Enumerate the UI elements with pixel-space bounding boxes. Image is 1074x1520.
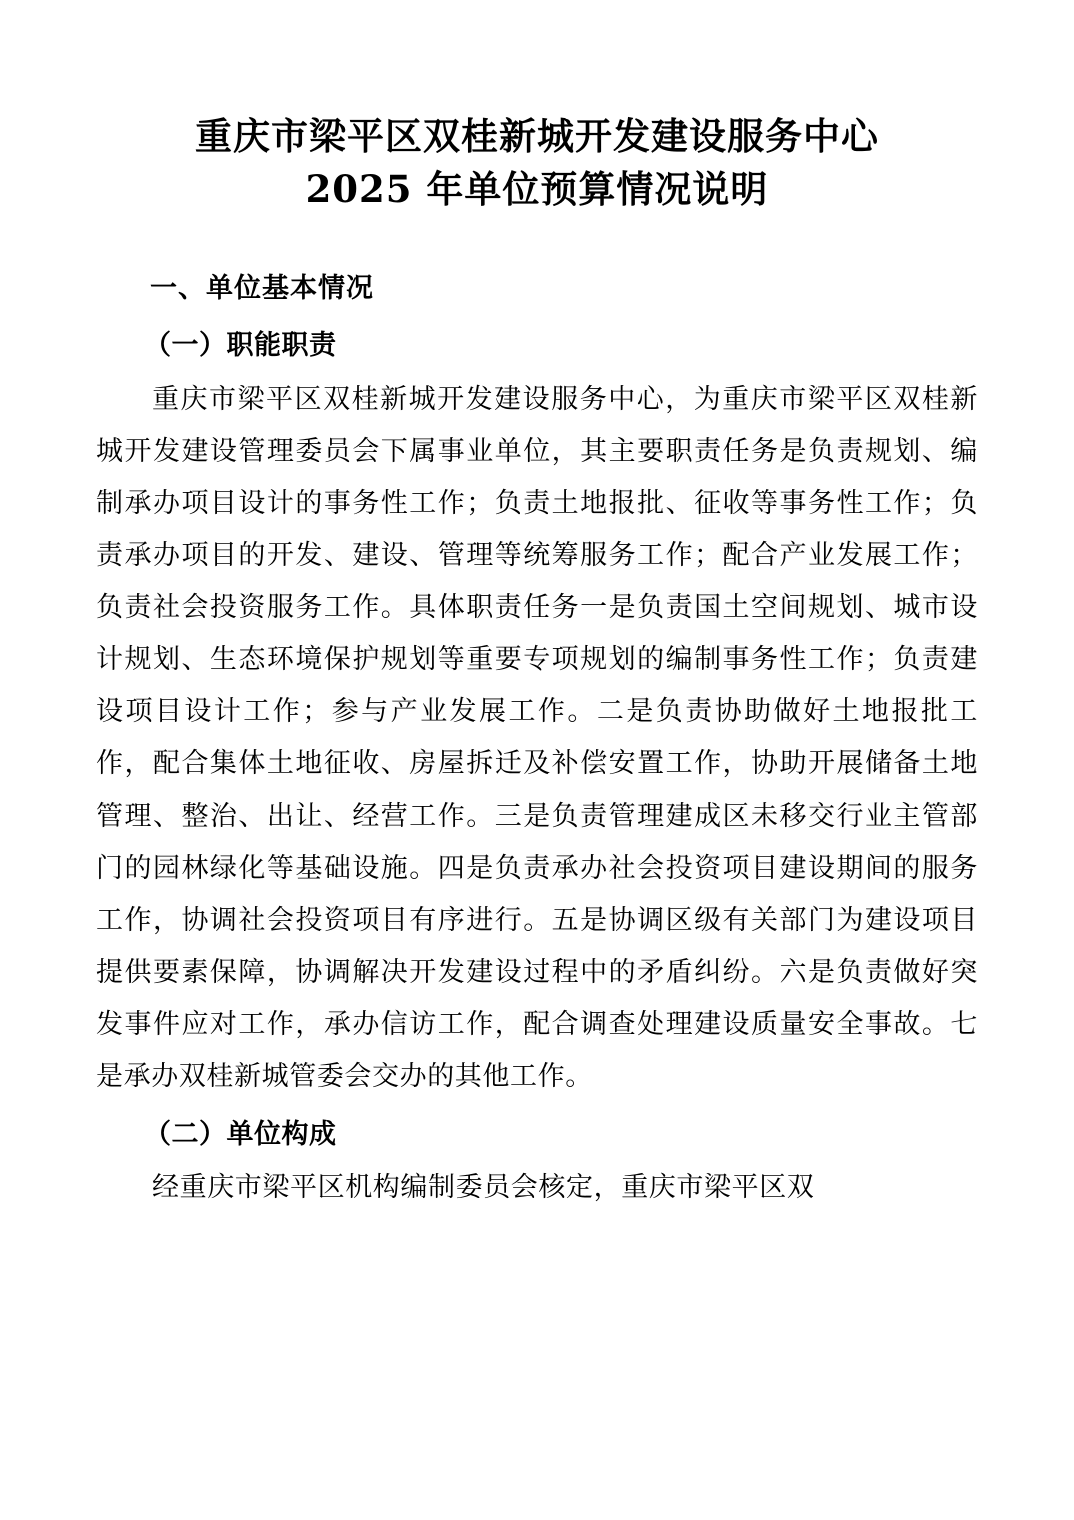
page-title-line-2: 2025 年单位预算情况说明 (305, 166, 769, 211)
page-title-line-1: 重庆市梁平区双桂新城开发建设服务中心 (195, 114, 879, 158)
paragraph-composition: 经重庆市梁平区机构编制委员会核定，重庆市梁平区双 (152, 1172, 815, 1204)
subheading-duties: （一）职能职责 (144, 330, 337, 362)
paragraph-duties: 重庆市梁平区双桂新城开发建设服务中心，为重庆市梁平区双桂新城开发建设管理委员会下属事业单位，其主要职责任务是负责规划、编制承办项目设计的事务性工作；负责土地报批、征收等事务性工作；负责承办项目的开发、建设、管理等统筹服务工作；配合产业发展工作；负责社会投资服务工作。具体职责任务一是负责国土空间规划、城市设计规划、生态环境保护规划等重要专项规划的编制事务性工作；负责建设项目设计工作；参与产业发展工作。二是负责协助做好土地报批工作，配合集体土地征收、房屋拆迁及补偿安置工作，协助开展储备土地管理、整治、出让、经营工作。三是负责管理建成区未移交行业主管部门的园林绿化等基础设施。四是负责承办社会投资项目建设期间的服务工作，协调社会投资项目有序进行。五是协调区级有关部门为建设项目提供要素保障，协调解决开发建设过程中的矛盾纠纷。六是负责做好突发事件应对工作，承办信访工作，配合调查处理建设质量安全事故。七是承办双桂新城管委会交办的其他工作。 (96, 383, 978, 1093)
section-heading-basic-info: 一、单位基本情况 (150, 273, 374, 305)
subheading-composition: （二）单位构成 (144, 1119, 337, 1151)
page-title (96, 110, 978, 215)
